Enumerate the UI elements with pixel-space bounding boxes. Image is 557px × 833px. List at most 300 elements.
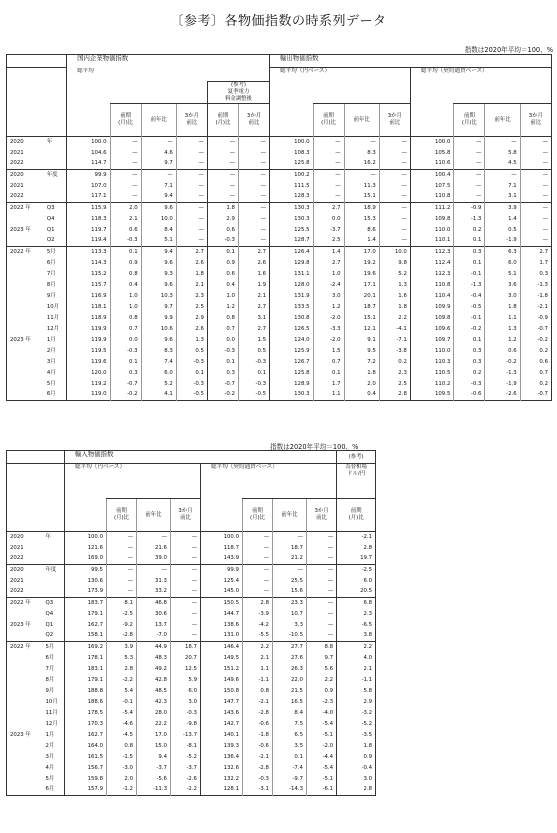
table-cell: 114.3 [67,258,111,269]
table-cell: 179.1 [65,675,107,686]
period-unit: Q2 [46,237,55,244]
table-row [7,774,376,785]
table-cell: 3.8 [337,631,376,642]
table-cell: 162.7 [65,730,107,741]
period-label: 2021 [10,544,24,551]
table-row [7,741,376,752]
table-cell: 119.7 [67,225,111,236]
table-cell: 7.5 [273,719,307,730]
table-cell: 3.1 [238,313,269,324]
column-header: 前期 (月)比 [337,499,376,532]
table-cell: 10.7 [273,609,307,620]
table-cell: — [520,170,551,181]
table-cell: 0.4 [344,390,379,401]
table-cell: 117.1 [67,192,111,203]
table-cell: — [454,170,485,181]
table-cell: -9.7 [273,774,307,785]
table-cell: — [243,576,273,587]
period-unit: 6月 [45,654,55,661]
table-cell: 0.1 [454,258,485,269]
period-label [7,686,45,697]
period-label: 2022 年 [7,203,46,214]
table-row [7,148,552,159]
table-row [7,653,376,664]
period-unit: Q4 [45,610,54,617]
table-cell: 2.3 [337,609,376,620]
column-header: 前期 (月)比 [454,104,485,137]
table-cell: 115.7 [67,280,111,291]
table-cell: 1.2 [207,302,238,313]
table-cell: 110.8 [410,192,454,203]
table-row [7,631,376,642]
table-cell: 17.0 [344,247,379,258]
column-header: 3か月 前比 [307,499,337,532]
table-cell: -13.7 [171,730,201,741]
table-cell: 4.6 [141,148,176,159]
table-cell: 133.5 [270,302,314,313]
table-cell: 6.8 [337,598,376,609]
table-cell: 143.6 [201,708,243,719]
table-cell: 109.5 [410,390,454,401]
table-cell: 2.1 [238,291,269,302]
subgroup-header: 総平均（契約通貨ベース） [410,68,551,82]
table-cell: 9.4 [141,192,176,203]
table-cell: -2.1 [520,302,551,313]
table-cell: 3.0 [313,291,344,302]
table-cell: -1.1 [337,675,376,686]
table-cell: -1.8 [243,730,273,741]
table-cell: -0.3 [243,774,273,785]
table-cell: -9.8 [171,719,201,730]
table-cell: 9.5 [344,346,379,357]
table-cell: -2.0 [313,313,344,324]
table-cell: -0.4 [454,291,485,302]
table-cell: 119.5 [67,346,111,357]
table-cell: 5.1 [485,269,520,280]
table-cell: -0.1 [107,697,137,708]
table-cell: 0.0 [207,335,238,346]
table-cell: -2.6 [485,390,520,401]
table-cell: -4.4 [307,752,337,763]
table-cell: 173.9 [65,587,107,598]
table-cell: 2.2 [307,675,337,686]
table-row [7,708,376,719]
table-cell: -1.2 [107,785,137,796]
table-cell: — [520,181,551,192]
table-cell: — [110,148,141,159]
table-cell: — [454,159,485,170]
table-cell: -5.6 [137,774,171,785]
table-cell: 21.6 [137,543,171,554]
table-cell: — [520,148,551,159]
table-cell: 115.2 [67,269,111,280]
table-cell: -5.2 [337,719,376,730]
table-cell: 5.9 [171,675,201,686]
column-header: 3か月 前比 [238,104,269,137]
table-cell: 0.9 [337,752,376,763]
table-cell: 9.7 [307,653,337,664]
table-cell: 6.0 [337,576,376,587]
table-cell: 20.1 [344,291,379,302]
table-cell: 121.6 [65,543,107,554]
table-cell: -0.5 [176,390,207,401]
table-cell: -7.4 [273,763,307,774]
period-unit: 1月 [46,336,56,343]
table-cell: — [379,225,410,236]
table-cell: — [243,554,273,565]
table-cell: -2.4 [313,280,344,291]
period-label [7,379,46,390]
group-header: (参考) [337,451,376,464]
table-cell: -5.4 [307,763,337,774]
table-cell: — [171,587,201,598]
table-cell: — [307,587,337,598]
table-cell: 8.4 [141,225,176,236]
table-cell: 0.3 [454,247,485,258]
table-cell: 10.3 [141,291,176,302]
period-label [7,313,46,324]
table-cell: 1.6 [238,269,269,280]
period-label [7,785,45,796]
table-cell: — [110,181,141,192]
table-cell: 5.3 [107,653,137,664]
table-cell: 2.5 [176,302,207,313]
table-cell: 46.8 [137,598,171,609]
table-cell: 6.0 [171,686,201,697]
table-cell: 99.9 [67,170,111,181]
table-cell: 1.8 [176,269,207,280]
table-cell: 109.7 [410,335,454,346]
table-cell: — [243,543,273,554]
period-label [7,708,45,719]
table-cell: 8.3 [141,346,176,357]
table-cell: 1.1 [313,390,344,401]
table-cell: — [238,192,269,203]
table-cell: — [141,137,176,148]
table-cell: — [520,159,551,170]
table-cell: 0.6 [485,346,520,357]
domestic-export-price-table [6,54,552,401]
table-cell: 119.2 [67,379,111,390]
period-label [7,763,45,774]
table-cell: 136.4 [201,752,243,763]
table-cell: — [171,554,201,565]
table-cell: 10.0 [141,214,176,225]
table-cell: 16.5 [273,697,307,708]
table-cell: 2.5 [313,236,344,247]
table-cell: 118.7 [201,543,243,554]
table-cell: -2.5 [107,609,137,620]
period-label: 2023 年 [10,731,31,738]
period-label [7,752,45,763]
period-unit: 6月 [46,259,56,266]
table-cell: 161.5 [65,752,107,763]
period-label [7,269,46,280]
table-cell: — [176,170,207,181]
table-cell: 15.0 [137,741,171,752]
table-cell: 0.8 [110,313,141,324]
table-cell: 2.2 [337,642,376,653]
table-cell: 2.9 [176,313,207,324]
period-label [7,258,46,269]
table-cell: — [176,137,207,148]
table-row [7,368,552,379]
table-cell: 0.1 [313,368,344,379]
index-note: 指数は2020年平均＝100、% [464,46,553,54]
table-cell: -3.2 [337,708,376,719]
table-row [7,214,552,225]
table-row [7,159,552,170]
table-cell: 110.2 [410,379,454,390]
table-cell: 150.8 [201,686,243,697]
period-label: 2020 [7,565,45,576]
table-cell: 0.3 [454,357,485,368]
table-cell: 8.1 [107,598,137,609]
table-cell: -0.6 [454,390,485,401]
period-unit: Q3 [45,598,65,609]
table-cell: -0.3 [110,346,141,357]
table-cell: — [313,192,344,203]
table-cell: 0.8 [110,269,141,280]
table-cell: 16.2 [344,159,379,170]
table-cell: — [273,565,307,576]
table-cell: -3.3 [313,324,344,335]
table-cell: — [176,203,207,214]
table-cell: 1.1 [243,664,273,675]
table-cell: 139.3 [201,741,243,752]
period-label: 2023 年 [10,226,31,233]
column-header: 前年比 [137,499,171,532]
table-row [7,357,552,368]
table-cell: — [379,170,410,181]
period-unit: 7月 [46,270,56,277]
table-cell: — [454,192,485,203]
table-cell: 109.9 [410,302,454,313]
table-cell: 1.4 [485,214,520,225]
table-cell: 159.8 [65,774,107,785]
table-cell: 0.8 [207,313,238,324]
table-cell: 0.9 [207,258,238,269]
table-cell: -4.2 [243,620,273,631]
table-cell: -3.5 [337,730,376,741]
table-cell: -3.7 [137,763,171,774]
table-cell: 150.5 [201,598,243,609]
table-cell: 1.3 [379,280,410,291]
table-cell: — [379,192,410,203]
table-cell: 107.0 [67,181,111,192]
table-cell: -2.6 [171,774,201,785]
table-row [7,620,376,631]
table-cell: — [110,159,141,170]
period-unit [45,587,65,598]
period-unit: 年度 [46,170,67,181]
table-cell: 130.3 [270,203,314,214]
period-label [7,346,46,357]
table-cell: -0.5 [454,302,485,313]
table-cell: 18.7 [344,302,379,313]
table-cell: — [485,170,520,181]
period-unit: Q4 [46,215,55,222]
table-cell: — [243,587,273,598]
table-cell: -0.3 [176,357,207,368]
table-cell: 0.4 [207,280,238,291]
period-unit: Q1 [46,226,55,233]
table-cell: 2.8 [337,543,376,554]
table-cell: -1.9 [485,379,520,390]
table-cell: 1.1 [485,313,520,324]
table-cell: — [307,554,337,565]
table-cell: 1.8 [344,368,379,379]
table-cell: 111.5 [270,181,314,192]
table-row [7,576,376,587]
table-cell: 2.2 [243,642,273,653]
table-cell: 1.5 [238,335,269,346]
table-cell: 2.1 [337,664,376,675]
table-row [7,390,552,401]
table-cell: 48.3 [137,653,171,664]
table-row [7,225,552,236]
table-cell: 124.0 [270,335,314,346]
period-unit: Q1 [45,621,54,628]
table-cell: — [176,181,207,192]
table-cell: -2.8 [107,631,137,642]
table-cell: 2.9 [207,214,238,225]
table-cell: — [485,137,520,148]
table-cell: 15.1 [344,313,379,324]
table-row [7,247,552,258]
table-cell: -11.3 [137,785,171,796]
table-cell: 0.6 [520,357,551,368]
table-cell: 2.0 [344,379,379,390]
table-cell: -4.0 [307,708,337,719]
period-label [7,236,46,247]
column-header: 3か月 前比 [520,104,551,137]
table-cell: — [207,181,238,192]
period-unit: 年度 [45,565,65,576]
table-cell: -4.5 [107,730,137,741]
table-cell: -5.5 [243,631,273,642]
table-cell: 100.0 [67,137,111,148]
table-row [7,532,376,543]
table-cell: 119.9 [67,335,111,346]
table-cell: — [110,192,141,203]
period-unit: 5月 [46,247,67,258]
table-cell: -0.9 [520,313,551,324]
table-cell: 169.0 [65,554,107,565]
table-cell: 129.8 [270,258,314,269]
table-cell: 0.8 [107,741,137,752]
period-unit: 11月 [46,314,60,321]
table-cell: 147.7 [201,697,243,708]
table-cell: 8.4 [273,708,307,719]
table-row [7,291,552,302]
table-cell: 1.6 [379,291,410,302]
column-header: 前年比 [273,499,307,532]
period-unit [45,554,65,565]
table-cell: 6.3 [485,247,520,258]
table-row [7,752,376,763]
table-cell: -0.5 [238,390,269,401]
table-cell: 145.0 [201,587,243,598]
table-cell: -3.7 [313,225,344,236]
table-row [7,664,376,675]
period-label [7,719,45,730]
table-cell: 151.2 [201,664,243,675]
table-cell: 1.4 [344,236,379,247]
table-cell: — [238,181,269,192]
table-cell: -4.6 [107,719,137,730]
table-cell: 1.0 [313,269,344,280]
table-cell: — [313,170,344,181]
table-cell: 2.7 [313,203,344,214]
table-cell: 9.3 [141,269,176,280]
table-cell: 6.0 [485,258,520,269]
table-cell: — [107,543,137,554]
table-cell: -0.6 [243,741,273,752]
table-cell: -1.3 [454,280,485,291]
table-cell: 3.0 [485,291,520,302]
table-cell: 2.7 [238,302,269,313]
table-cell: 18.7 [273,543,307,554]
table-cell: — [207,192,238,203]
table-row [7,587,376,598]
table-cell: 7.1 [485,181,520,192]
table-cell: 1.5 [313,346,344,357]
table-cell: 0.1 [110,357,141,368]
table-cell: 2.7 [238,324,269,335]
table-cell: — [107,532,137,543]
period-unit [46,159,67,170]
period-unit: 9月 [46,292,56,299]
column-header: 前期 (月)比 [207,104,238,137]
table-cell: -1.9 [485,236,520,247]
period-unit: 12月 [46,325,60,332]
table-cell: 0.6 [207,225,238,236]
table-row [7,181,552,192]
table-cell: — [110,137,141,148]
table-cell: -0.3 [207,236,238,247]
table-cell: — [520,214,551,225]
table-cell: — [243,532,273,543]
table-row [7,675,376,686]
period-label [7,324,46,335]
table-row [7,280,552,291]
table-cell: 2.1 [176,280,207,291]
table-cell: 130.3 [270,390,314,401]
table-cell: -5.1 [307,730,337,741]
table-cell: 5.2 [379,269,410,280]
table-cell: 2.8 [337,785,376,796]
import-price-table [6,450,376,796]
table-cell: 144.7 [201,609,243,620]
table-cell: -0.2 [454,324,485,335]
table-cell: -2.1 [337,532,376,543]
table-cell: — [520,192,551,203]
table-cell: 0.0 [313,214,344,225]
table-cell: 100.0 [410,137,454,148]
table-cell: 157.9 [65,785,107,796]
table-cell: 0.1 [207,357,238,368]
table-row [7,719,376,730]
table-cell: 183.1 [65,664,107,675]
table-cell: 2.0 [110,203,141,214]
table-cell: 99.5 [65,565,107,576]
table-cell: 0.2 [379,357,410,368]
table-cell: 2.7 [313,258,344,269]
table-cell: 0.3 [207,368,238,379]
table-cell: 0.7 [520,368,551,379]
table-row [7,324,552,335]
